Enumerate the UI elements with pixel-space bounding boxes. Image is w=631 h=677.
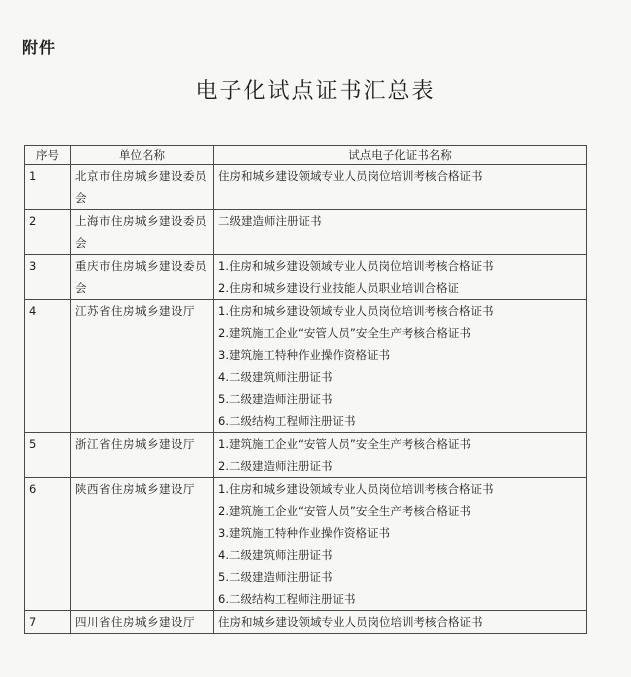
certificate-list <box>214 255 587 300</box>
certificate-item: 2.住房和城乡建设行业技能人员职业培训合格证 <box>218 281 459 295</box>
row-index: 6 <box>25 478 71 611</box>
column-header-certificates: 试点电子化证书名称 <box>214 146 587 165</box>
certificate-list <box>214 478 587 611</box>
certificate-item: 4.二级建筑师注册证书 <box>218 548 333 562</box>
certificate-item: 6.二级结构工程师注册证书 <box>218 414 356 428</box>
row-index: 3 <box>25 255 71 300</box>
certificate-list <box>214 210 587 255</box>
table-row <box>25 478 587 611</box>
column-header-unit: 单位名称 <box>71 146 214 165</box>
certificate-item: 2.二级建造师注册证书 <box>218 459 333 473</box>
row-index: 5 <box>25 433 71 478</box>
certificate-item: 2.建筑施工企业“安管人员”安全生产考核合格证书 <box>218 504 471 518</box>
unit-name: 浙江省住房城乡建设厅 <box>71 433 214 478</box>
certificate-item: 2.建筑施工企业“安管人员”安全生产考核合格证书 <box>218 326 471 340</box>
table-row <box>25 611 587 634</box>
certificate-item: 二级建造师注册证书 <box>218 214 322 228</box>
table-row <box>25 255 587 300</box>
unit-name: 上海市住房城乡建设委员会 <box>71 210 214 255</box>
certificate-item: 5.二级建造师注册证书 <box>218 570 333 584</box>
row-index: 2 <box>25 210 71 255</box>
certificate-item: 3.建筑施工特种作业操作资格证书 <box>218 348 390 362</box>
certificate-item: 1.住房和城乡建设领域专业人员岗位培训考核合格证书 <box>218 482 494 496</box>
column-header-index: 序号 <box>25 146 71 165</box>
table-row <box>25 433 587 478</box>
certificate-item: 4.二级建筑师注册证书 <box>218 370 333 384</box>
certificate-item: 住房和城乡建设领域专业人员岗位培训考核合格证书 <box>218 615 483 629</box>
certificate-item: 1.住房和城乡建设领域专业人员岗位培训考核合格证书 <box>218 259 494 273</box>
unit-name: 陕西省住房城乡建设厅 <box>71 478 214 611</box>
attachment-label: 附件 <box>22 38 57 57</box>
certificate-list <box>214 165 587 210</box>
unit-name: 重庆市住房城乡建设委员会 <box>71 255 214 300</box>
unit-name: 四川省住房城乡建设厅 <box>71 611 214 634</box>
table-row <box>25 165 587 210</box>
certificate-item: 1.建筑施工企业“安管人员”安全生产考核合格证书 <box>218 437 471 451</box>
table-row <box>25 210 587 255</box>
table-header-row <box>25 146 587 165</box>
certificate-summary-table <box>24 145 587 634</box>
table-body <box>25 165 587 634</box>
unit-name: 江苏省住房城乡建设厅 <box>71 300 214 433</box>
table-row <box>25 300 587 433</box>
certificate-item: 3.建筑施工特种作业操作资格证书 <box>218 526 390 540</box>
row-index: 7 <box>25 611 71 634</box>
unit-name: 北京市住房城乡建设委员会 <box>71 165 214 210</box>
certificate-list <box>214 433 587 478</box>
row-index: 4 <box>25 300 71 433</box>
certificate-item: 6.二级结构工程师注册证书 <box>218 592 356 606</box>
certificate-list <box>214 300 587 433</box>
certificate-list <box>214 611 587 634</box>
certificate-item: 1.住房和城乡建设领域专业人员岗位培训考核合格证书 <box>218 304 494 318</box>
certificate-item: 5.二级建造师注册证书 <box>218 392 333 406</box>
certificate-item: 住房和城乡建设领域专业人员岗位培训考核合格证书 <box>218 169 483 183</box>
page-title: 电子化试点证书汇总表 <box>195 79 436 104</box>
row-index: 1 <box>25 165 71 210</box>
